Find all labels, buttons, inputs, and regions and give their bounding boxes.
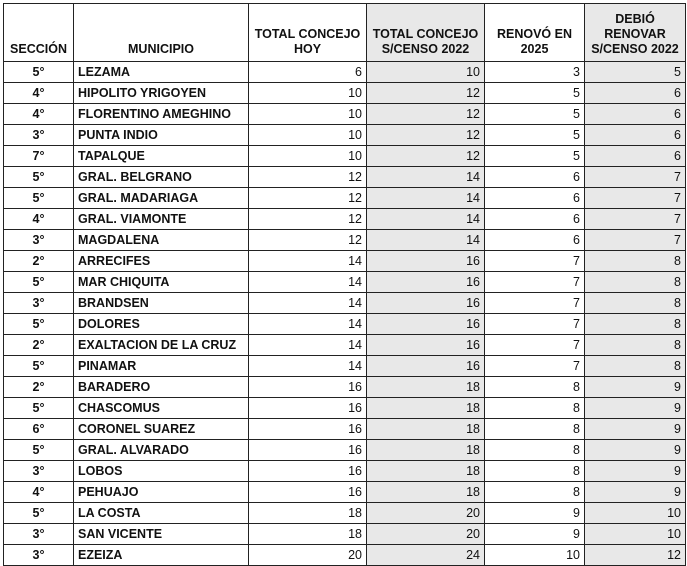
cell-municipio: PINAMAR bbox=[74, 356, 249, 377]
cell-total-censo: 18 bbox=[367, 398, 485, 419]
cell-debio: 10 bbox=[585, 524, 686, 545]
cell-total-hoy: 18 bbox=[249, 503, 367, 524]
table-row bbox=[4, 461, 686, 482]
cell-seccion: 5° bbox=[4, 356, 74, 377]
cell-renovo: 8 bbox=[485, 482, 585, 503]
cell-total-hoy: 10 bbox=[249, 125, 367, 146]
cell-municipio: EXALTACION DE LA CRUZ bbox=[74, 335, 249, 356]
cell-total-censo: 24 bbox=[367, 545, 485, 566]
cell-seccion: 5° bbox=[4, 440, 74, 461]
cell-municipio: LA COSTA bbox=[74, 503, 249, 524]
table-row bbox=[4, 293, 686, 314]
cell-renovo: 9 bbox=[485, 524, 585, 545]
table-row bbox=[4, 251, 686, 272]
table-row bbox=[4, 419, 686, 440]
cell-municipio: CORONEL SUAREZ bbox=[74, 419, 249, 440]
table-row bbox=[4, 146, 686, 167]
cell-renovo: 6 bbox=[485, 188, 585, 209]
cell-municipio: ARRECIFES bbox=[74, 251, 249, 272]
cell-renovo: 5 bbox=[485, 104, 585, 125]
table-row bbox=[4, 440, 686, 461]
cell-municipio: PUNTA INDIO bbox=[74, 125, 249, 146]
cell-seccion: 3° bbox=[4, 230, 74, 251]
cell-total-censo: 18 bbox=[367, 419, 485, 440]
cell-debio: 7 bbox=[585, 188, 686, 209]
cell-debio: 7 bbox=[585, 209, 686, 230]
cell-debio: 8 bbox=[585, 251, 686, 272]
cell-seccion: 5° bbox=[4, 62, 74, 83]
table-row bbox=[4, 377, 686, 398]
cell-total-censo: 18 bbox=[367, 482, 485, 503]
cell-renovo: 10 bbox=[485, 545, 585, 566]
cell-seccion: 3° bbox=[4, 524, 74, 545]
header-renovo: RENOVÓ EN 2025 bbox=[485, 4, 585, 62]
cell-debio: 10 bbox=[585, 503, 686, 524]
table-row bbox=[4, 398, 686, 419]
cell-seccion: 4° bbox=[4, 209, 74, 230]
cell-total-hoy: 12 bbox=[249, 209, 367, 230]
table-row bbox=[4, 482, 686, 503]
cell-total-censo: 20 bbox=[367, 524, 485, 545]
cell-municipio: EZEIZA bbox=[74, 545, 249, 566]
cell-municipio: CHASCOMUS bbox=[74, 398, 249, 419]
cell-seccion: 5° bbox=[4, 398, 74, 419]
cell-total-hoy: 6 bbox=[249, 62, 367, 83]
header-debio: DEBIÓ RENOVAR S/CENSO 2022 bbox=[585, 4, 686, 62]
cell-debio: 8 bbox=[585, 335, 686, 356]
cell-total-hoy: 14 bbox=[249, 272, 367, 293]
header-total-hoy: TOTAL CONCEJO HOY bbox=[249, 4, 367, 62]
table-row bbox=[4, 272, 686, 293]
cell-municipio: BRANDSEN bbox=[74, 293, 249, 314]
cell-total-hoy: 14 bbox=[249, 293, 367, 314]
cell-debio: 7 bbox=[585, 167, 686, 188]
cell-debio: 9 bbox=[585, 461, 686, 482]
cell-municipio: GRAL. MADARIAGA bbox=[74, 188, 249, 209]
cell-renovo: 8 bbox=[485, 398, 585, 419]
cell-seccion: 4° bbox=[4, 83, 74, 104]
cell-total-censo: 16 bbox=[367, 251, 485, 272]
cell-municipio: DOLORES bbox=[74, 314, 249, 335]
cell-seccion: 2° bbox=[4, 251, 74, 272]
cell-municipio: LOBOS bbox=[74, 461, 249, 482]
cell-renovo: 8 bbox=[485, 440, 585, 461]
cell-total-hoy: 10 bbox=[249, 83, 367, 104]
table-row bbox=[4, 314, 686, 335]
cell-total-censo: 14 bbox=[367, 167, 485, 188]
cell-total-hoy: 12 bbox=[249, 188, 367, 209]
cell-debio: 12 bbox=[585, 545, 686, 566]
cell-total-hoy: 14 bbox=[249, 314, 367, 335]
cell-seccion: 3° bbox=[4, 125, 74, 146]
cell-total-censo: 20 bbox=[367, 503, 485, 524]
cell-municipio: TAPALQUE bbox=[74, 146, 249, 167]
cell-seccion: 2° bbox=[4, 377, 74, 398]
cell-total-hoy: 12 bbox=[249, 230, 367, 251]
cell-municipio: FLORENTINO AMEGHINO bbox=[74, 104, 249, 125]
cell-seccion: 7° bbox=[4, 146, 74, 167]
cell-seccion: 6° bbox=[4, 419, 74, 440]
cell-total-hoy: 16 bbox=[249, 482, 367, 503]
cell-debio: 9 bbox=[585, 377, 686, 398]
cell-total-censo: 16 bbox=[367, 314, 485, 335]
cell-municipio: HIPOLITO YRIGOYEN bbox=[74, 83, 249, 104]
header-municipio: MUNICIPIO bbox=[74, 4, 249, 62]
cell-total-hoy: 12 bbox=[249, 167, 367, 188]
cell-municipio: GRAL. VIAMONTE bbox=[74, 209, 249, 230]
cell-renovo: 6 bbox=[485, 209, 585, 230]
cell-renovo: 7 bbox=[485, 356, 585, 377]
cell-debio: 7 bbox=[585, 230, 686, 251]
table-row bbox=[4, 104, 686, 125]
cell-seccion: 5° bbox=[4, 167, 74, 188]
cell-total-hoy: 14 bbox=[249, 356, 367, 377]
cell-total-censo: 10 bbox=[367, 62, 485, 83]
cell-renovo: 8 bbox=[485, 461, 585, 482]
cell-renovo: 5 bbox=[485, 125, 585, 146]
cell-seccion: 3° bbox=[4, 293, 74, 314]
cell-renovo: 3 bbox=[485, 62, 585, 83]
cell-municipio: BARADERO bbox=[74, 377, 249, 398]
cell-total-censo: 14 bbox=[367, 230, 485, 251]
cell-total-censo: 12 bbox=[367, 104, 485, 125]
cell-municipio: GRAL. BELGRANO bbox=[74, 167, 249, 188]
cell-renovo: 7 bbox=[485, 335, 585, 356]
table-row bbox=[4, 167, 686, 188]
cell-municipio: SAN VICENTE bbox=[74, 524, 249, 545]
table-row bbox=[4, 524, 686, 545]
cell-total-censo: 18 bbox=[367, 461, 485, 482]
cell-municipio: MAR CHIQUITA bbox=[74, 272, 249, 293]
cell-total-hoy: 16 bbox=[249, 440, 367, 461]
cell-total-censo: 16 bbox=[367, 335, 485, 356]
cell-debio: 6 bbox=[585, 104, 686, 125]
cell-seccion: 5° bbox=[4, 314, 74, 335]
table-header-row bbox=[4, 4, 686, 62]
cell-total-censo: 16 bbox=[367, 293, 485, 314]
header-total-censo: TOTAL CONCEJO S/CENSO 2022 bbox=[367, 4, 485, 62]
cell-renovo: 6 bbox=[485, 167, 585, 188]
cell-seccion: 4° bbox=[4, 482, 74, 503]
cell-seccion: 4° bbox=[4, 104, 74, 125]
cell-total-hoy: 14 bbox=[249, 251, 367, 272]
cell-renovo: 8 bbox=[485, 419, 585, 440]
table-row bbox=[4, 335, 686, 356]
cell-renovo: 5 bbox=[485, 83, 585, 104]
cell-seccion: 5° bbox=[4, 188, 74, 209]
cell-municipio: MAGDALENA bbox=[74, 230, 249, 251]
table-row bbox=[4, 503, 686, 524]
cell-total-hoy: 10 bbox=[249, 104, 367, 125]
cell-renovo: 5 bbox=[485, 146, 585, 167]
cell-debio: 9 bbox=[585, 440, 686, 461]
cell-debio: 6 bbox=[585, 146, 686, 167]
cell-debio: 5 bbox=[585, 62, 686, 83]
cell-renovo: 7 bbox=[485, 272, 585, 293]
cell-total-hoy: 16 bbox=[249, 377, 367, 398]
cell-renovo: 7 bbox=[485, 251, 585, 272]
table-row bbox=[4, 83, 686, 104]
cell-total-hoy: 16 bbox=[249, 419, 367, 440]
cell-municipio: GRAL. ALVARADO bbox=[74, 440, 249, 461]
cell-total-censo: 18 bbox=[367, 377, 485, 398]
cell-seccion: 3° bbox=[4, 545, 74, 566]
table-row bbox=[4, 125, 686, 146]
cell-total-hoy: 16 bbox=[249, 461, 367, 482]
cell-debio: 9 bbox=[585, 419, 686, 440]
cell-renovo: 9 bbox=[485, 503, 585, 524]
cell-total-hoy: 10 bbox=[249, 146, 367, 167]
cell-debio: 6 bbox=[585, 125, 686, 146]
cell-debio: 8 bbox=[585, 356, 686, 377]
cell-debio: 9 bbox=[585, 398, 686, 419]
cell-municipio: LEZAMA bbox=[74, 62, 249, 83]
cell-seccion: 3° bbox=[4, 461, 74, 482]
cell-debio: 8 bbox=[585, 314, 686, 335]
cell-debio: 8 bbox=[585, 272, 686, 293]
cell-total-censo: 16 bbox=[367, 272, 485, 293]
cell-renovo: 7 bbox=[485, 314, 585, 335]
cell-total-censo: 12 bbox=[367, 83, 485, 104]
cell-total-censo: 14 bbox=[367, 209, 485, 230]
cell-renovo: 8 bbox=[485, 377, 585, 398]
cell-total-hoy: 16 bbox=[249, 398, 367, 419]
cell-total-censo: 12 bbox=[367, 146, 485, 167]
header-seccion: SECCIÓN bbox=[4, 4, 74, 62]
cell-seccion: 2° bbox=[4, 335, 74, 356]
cell-total-hoy: 14 bbox=[249, 335, 367, 356]
cell-debio: 8 bbox=[585, 293, 686, 314]
cell-municipio: PEHUAJO bbox=[74, 482, 249, 503]
cell-total-hoy: 18 bbox=[249, 524, 367, 545]
cell-total-censo: 18 bbox=[367, 440, 485, 461]
cell-seccion: 5° bbox=[4, 503, 74, 524]
cell-seccion: 5° bbox=[4, 272, 74, 293]
cell-debio: 6 bbox=[585, 83, 686, 104]
table-row bbox=[4, 62, 686, 83]
cell-total-censo: 16 bbox=[367, 356, 485, 377]
cell-total-censo: 14 bbox=[367, 188, 485, 209]
cell-renovo: 7 bbox=[485, 293, 585, 314]
cell-debio: 9 bbox=[585, 482, 686, 503]
table-row bbox=[4, 356, 686, 377]
cell-renovo: 6 bbox=[485, 230, 585, 251]
cell-total-hoy: 20 bbox=[249, 545, 367, 566]
table-row bbox=[4, 209, 686, 230]
table-row bbox=[4, 545, 686, 566]
table-row bbox=[4, 230, 686, 251]
table-row bbox=[4, 188, 686, 209]
concejo-table bbox=[3, 3, 686, 566]
cell-total-censo: 12 bbox=[367, 125, 485, 146]
